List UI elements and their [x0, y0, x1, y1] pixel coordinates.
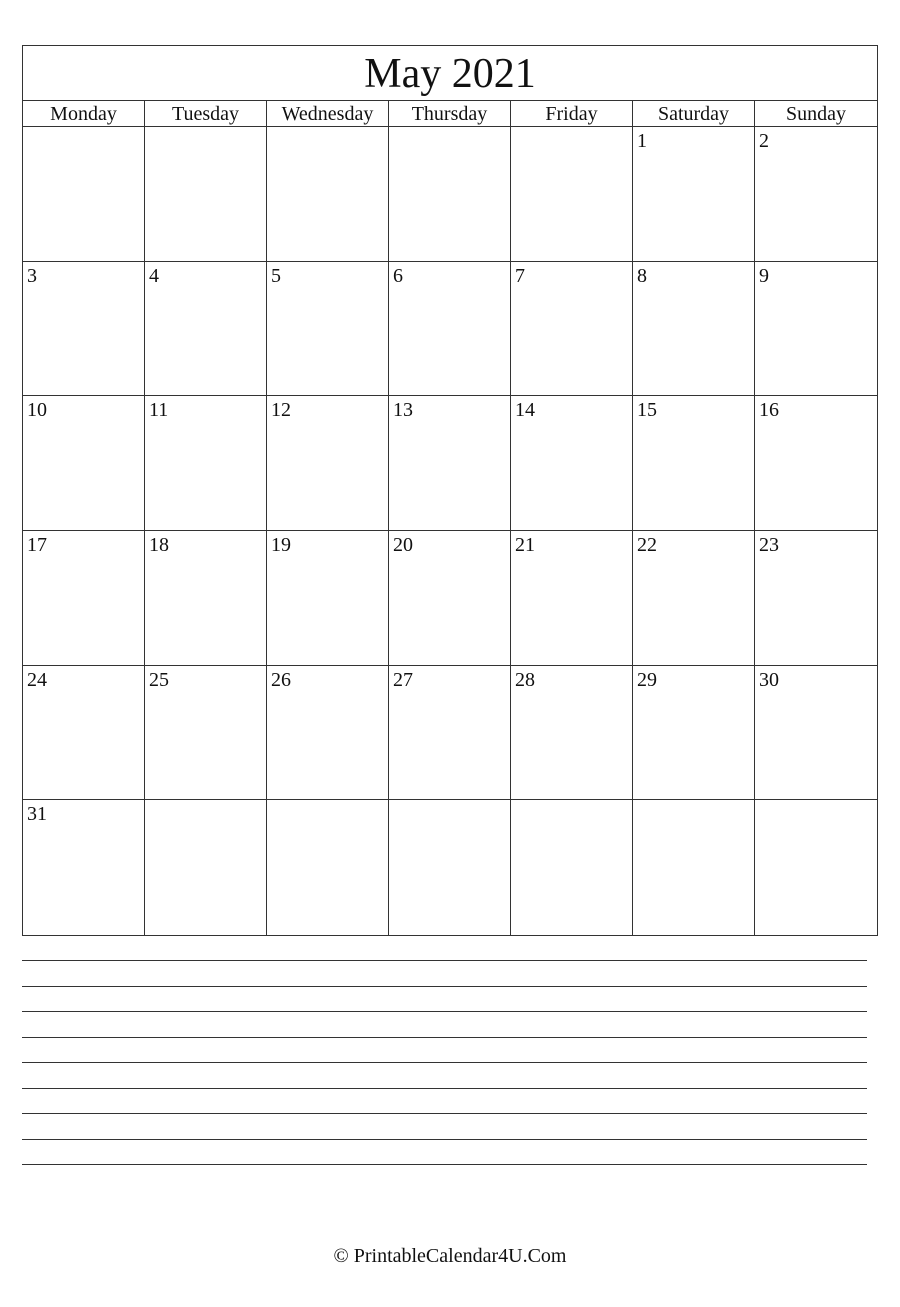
day-cell: [145, 396, 267, 531]
day-cell: [633, 666, 755, 801]
day-number: 30: [759, 668, 779, 691]
weekday-thursday: Thursday: [389, 101, 511, 127]
weekday-header-row: [23, 101, 877, 127]
day-cell: [633, 800, 755, 935]
day-number: 10: [27, 399, 47, 422]
day-number: 8: [637, 264, 647, 287]
notes-area: [22, 960, 867, 1165]
day-number: 2: [759, 130, 769, 152]
day-number: 12: [271, 399, 291, 422]
day-cell: [267, 666, 389, 801]
note-line: [22, 1088, 867, 1114]
day-cell: [511, 262, 633, 397]
day-number: 28: [515, 668, 535, 691]
day-cell: [23, 396, 145, 531]
day-cell: [633, 127, 755, 262]
weekday-tuesday: Tuesday: [145, 101, 267, 127]
day-cell: [145, 127, 267, 262]
day-cell: [755, 666, 877, 801]
day-number: 15: [637, 399, 657, 422]
day-cell: [23, 800, 145, 935]
day-number: 31: [27, 803, 47, 826]
day-cell: [389, 531, 511, 666]
day-cell: [389, 666, 511, 801]
day-cell: [511, 666, 633, 801]
day-cell: [511, 127, 633, 262]
day-cell: [633, 396, 755, 531]
day-number: 19: [271, 534, 291, 556]
day-number: 21: [515, 534, 535, 556]
note-line: [22, 1113, 867, 1139]
day-number: 18: [149, 534, 169, 556]
day-cell: [633, 262, 755, 397]
day-cell: [145, 666, 267, 801]
day-cell: [145, 800, 267, 935]
day-number: 22: [637, 534, 657, 556]
note-line: [22, 1139, 867, 1165]
day-cell: [755, 531, 877, 666]
day-cell: [633, 531, 755, 666]
day-number: 13: [393, 399, 413, 422]
day-cell: [23, 666, 145, 801]
day-cell: [267, 262, 389, 397]
day-number: 24: [27, 668, 47, 691]
day-cell: [145, 531, 267, 666]
note-line: [22, 1164, 867, 1165]
day-number: 11: [149, 399, 169, 422]
day-cell: [267, 127, 389, 262]
weekday-monday: Monday: [23, 101, 145, 127]
day-number: 29: [637, 668, 657, 691]
day-number: 25: [149, 668, 169, 691]
day-number: 27: [393, 668, 413, 691]
day-cell: [389, 127, 511, 262]
weekday-saturday: Saturday: [633, 101, 755, 127]
day-number: 3: [27, 264, 37, 287]
day-number: 26: [271, 668, 291, 691]
day-number: 5: [271, 264, 281, 287]
day-cell: [389, 800, 511, 935]
note-line: [22, 960, 867, 986]
day-number: 17: [27, 534, 47, 556]
day-number: 4: [149, 264, 159, 287]
day-cell: [23, 531, 145, 666]
day-cell: [23, 127, 145, 262]
day-number: 6: [393, 264, 403, 287]
note-line: [22, 986, 867, 1012]
note-line: [22, 1062, 867, 1088]
day-grid: [23, 127, 877, 935]
day-cell: [755, 262, 877, 397]
day-number: 1: [637, 130, 647, 152]
weekday-friday: Friday: [511, 101, 633, 127]
calendar: [22, 45, 878, 936]
day-cell: [755, 127, 877, 262]
day-number: 9: [759, 264, 769, 287]
day-cell: [755, 800, 877, 935]
day-cell: [511, 531, 633, 666]
day-cell: [267, 531, 389, 666]
day-number: 7: [515, 264, 525, 287]
note-line: [22, 1011, 867, 1037]
day-number: 20: [393, 534, 413, 556]
weekday-sunday: Sunday: [786, 103, 846, 125]
weekday-wednesday: Wednesday: [267, 101, 389, 127]
note-line: [22, 1037, 867, 1063]
day-cell: [23, 262, 145, 397]
day-number: 23: [759, 534, 779, 556]
title-bar: [23, 46, 877, 101]
day-cell: [267, 800, 389, 935]
day-cell: [511, 396, 633, 531]
day-number: 16: [759, 399, 779, 422]
day-cell: [389, 396, 511, 531]
day-cell: [267, 396, 389, 531]
footer-copyright: © PrintableCalendar4U.Com: [333, 1245, 567, 1267]
day-number: 14: [515, 399, 535, 422]
day-cell: [145, 262, 267, 397]
calendar-title: May 2021: [364, 51, 536, 97]
day-cell: [755, 396, 877, 531]
day-cell: [511, 800, 633, 935]
day-cell: [389, 262, 511, 397]
